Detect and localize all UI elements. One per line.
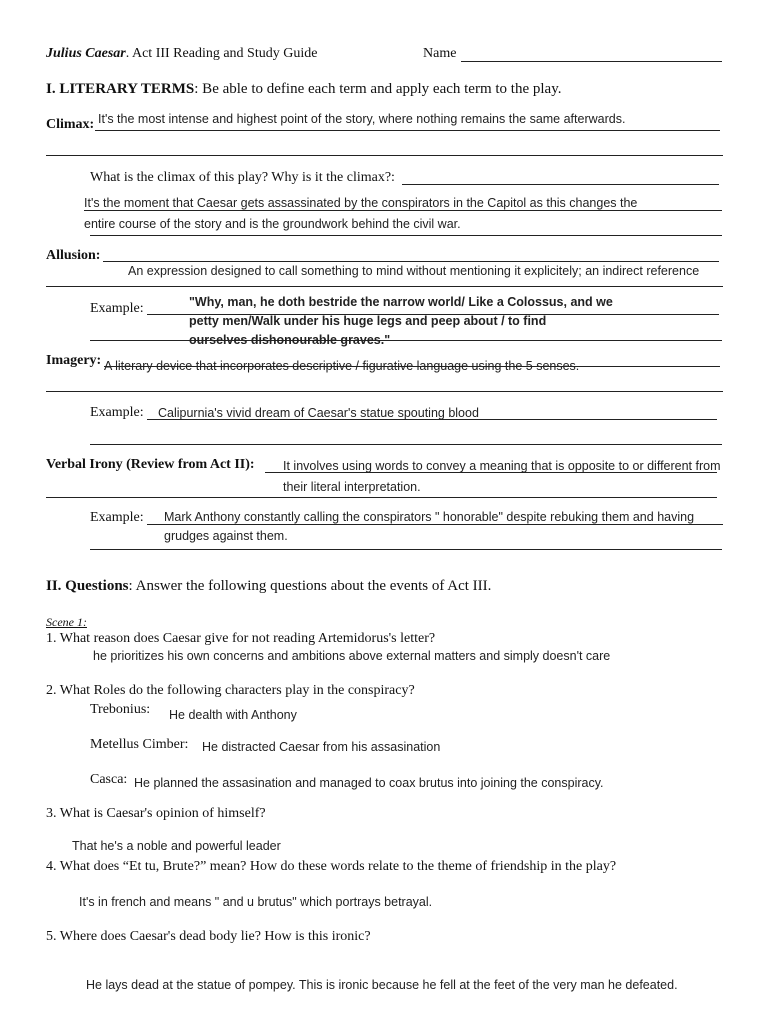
answer-line xyxy=(402,184,719,185)
casca-label: Casca: xyxy=(90,772,128,787)
metellus-label: Metellus Cimber: xyxy=(90,737,189,752)
name-label: Name xyxy=(423,46,457,61)
climax-answer-line2[interactable]: entire course of the story and is the groundwork behind the civil war. xyxy=(84,217,461,231)
literary-terms-heading: I. LITERARY TERMS: Be able to define each term and apply each term to the play. xyxy=(46,81,562,97)
q1-answer[interactable]: he prioritizes his own concerns and ambitions above external matters and simply doesn't care xyxy=(93,649,611,663)
q4-answer[interactable]: It's in french and means " and u brutus" which portrays betrayal. xyxy=(79,895,433,909)
answer-line xyxy=(147,524,723,525)
climax-definition[interactable]: It's the most intense and highest point of the story, where nothing remains the same afterwards. xyxy=(98,112,626,126)
q1-question: 1. What reason does Caesar give for not reading Artemidorus's letter? xyxy=(46,631,436,646)
q3-answer[interactable]: That he's a noble and powerful leader xyxy=(72,839,281,853)
answer-line xyxy=(103,261,719,262)
name-field-line[interactable] xyxy=(461,61,722,62)
allusion-example-quote[interactable]: "Why, man, he doth bestride the narrow world/ Like a Colossus, and we petty men/Walk under his huge legs and peep about / to find ourselves dishonourable graves." xyxy=(189,295,613,347)
answer-line xyxy=(95,130,720,131)
q2-question: 2. What Roles do the following characters play in the conspiracy? xyxy=(46,683,415,698)
questions-heading: II. Questions: Answer the following questions about the events of Act III. xyxy=(46,578,492,594)
title-rest: . Act III Reading and Study Guide xyxy=(125,46,318,61)
q5-question: 5. Where does Caesar's dead body lie? How is this ironic? xyxy=(46,929,371,944)
verbal-irony-label: Verbal Irony (Review from Act II): xyxy=(46,457,255,472)
answer-line xyxy=(90,235,722,236)
verbal-irony-example-line1[interactable]: Mark Anthony constantly calling the conspirators " honorable" despite rebuking them and having xyxy=(164,510,695,524)
verbal-irony-definition-line2[interactable]: their literal interpretation. xyxy=(283,480,421,494)
climax-label: Climax: xyxy=(46,117,95,132)
verbal-irony-example-label: Example: xyxy=(90,510,144,525)
casca-answer[interactable]: He planned the assasination and managed to coax brutus into joining the conspiracy. xyxy=(134,776,604,790)
q3-question: 3. What is Caesar's opinion of himself? xyxy=(46,806,266,821)
answer-line xyxy=(104,366,720,367)
allusion-definition[interactable]: An expression designed to call something to mind without mentioning it explicitely; an indirect reference xyxy=(128,264,700,278)
answer-line xyxy=(90,340,722,341)
answer-line xyxy=(46,155,723,156)
scene-label: Scene 1: xyxy=(46,615,87,629)
answer-line xyxy=(46,286,723,287)
q4-question: 4. What does “Et tu, Brute?” mean? How do these words relate to the theme of friendship in the play? xyxy=(46,859,617,874)
answer-line xyxy=(90,444,722,445)
imagery-example[interactable]: Calipurnia's vivid dream of Caesar's statue spouting blood xyxy=(158,406,479,420)
allusion-example-label: Example: xyxy=(90,301,144,316)
worksheet-title xyxy=(46,46,317,62)
trebonius-label: Trebonius: xyxy=(90,702,151,717)
imagery-label: Imagery: xyxy=(46,353,102,368)
play-title: Julius Caesar xyxy=(46,46,126,61)
answer-line xyxy=(147,419,717,420)
verbal-irony-definition-line1[interactable]: It involves using words to convey a meaning that is opposite to or different from xyxy=(283,459,721,473)
metellus-answer[interactable]: He distracted Caesar from his assasination xyxy=(202,740,441,754)
answer-line xyxy=(265,472,717,473)
answer-line xyxy=(46,391,723,392)
answer-line xyxy=(46,497,717,498)
imagery-definition[interactable]: A literary device that incorporates descriptive / figurative language using the 5 senses. xyxy=(104,359,580,373)
answer-line xyxy=(90,549,722,550)
verbal-irony-example-line2[interactable]: grudges against them. xyxy=(164,529,288,543)
allusion-label: Allusion: xyxy=(46,248,101,263)
trebonius-answer[interactable]: He dealth with Anthony xyxy=(169,708,297,722)
q5-answer[interactable]: He lays dead at the statue of pompey. This is ironic because he fell at the feet of the very man he defeated. xyxy=(86,978,678,992)
imagery-example-label: Example: xyxy=(90,405,144,420)
answer-line xyxy=(84,210,722,211)
climax-question: What is the climax of this play? Why is it the climax?: xyxy=(90,170,395,185)
climax-answer-line1[interactable]: It's the moment that Caesar gets assassinated by the conspirators in the Capitol as this changes the xyxy=(84,196,638,210)
